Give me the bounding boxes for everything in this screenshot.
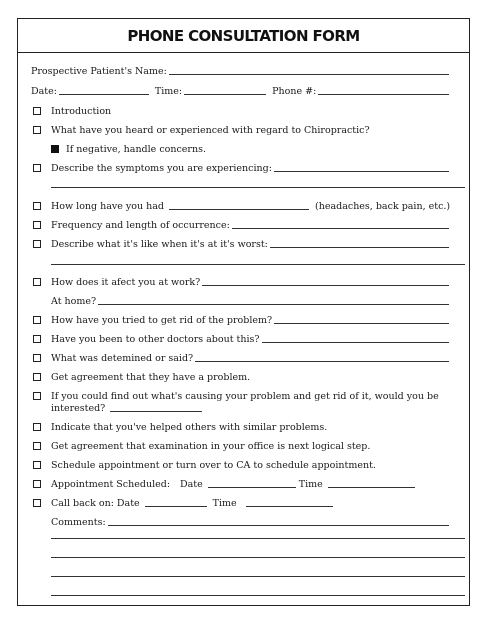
phone-field[interactable]: [318, 86, 449, 95]
comments-line-5[interactable]: [51, 595, 465, 596]
tried-row: [18, 312, 469, 326]
how-long-row: [18, 198, 469, 212]
exam-label: Get agreement that examination in your office is next logical step.: [51, 441, 371, 452]
title-band: [18, 19, 469, 53]
patient-name-label: Prospective Patient's Name:: [31, 66, 167, 77]
agreement-problem-row: [18, 369, 469, 383]
introduction-label: Introduction: [51, 106, 112, 117]
comments-line-4[interactable]: [51, 576, 465, 577]
phone-label: Phone #:: [272, 86, 317, 97]
determined-row: [18, 350, 469, 364]
how-long-field[interactable]: [169, 201, 309, 210]
interested-field[interactable]: [110, 403, 202, 412]
date-label: Date:: [31, 86, 57, 97]
tried-field[interactable]: [274, 315, 449, 324]
helped-row: [18, 419, 469, 433]
time-label: Time:: [154, 86, 183, 97]
symptoms-extra-line[interactable]: [51, 187, 465, 188]
worst-row: [18, 236, 469, 250]
work-row: [18, 274, 469, 288]
form-title: PHONE CONSULTATION FORM: [127, 26, 360, 45]
find-out-row-2: [18, 400, 469, 414]
schedule-label: Schedule appointment or turn over to CA to schedule appointment.: [51, 460, 376, 471]
agreement-problem-label: Get agreement that they have a problem.: [51, 372, 251, 383]
helped-label: Indicate that you've helped others with similar problems.: [51, 422, 328, 433]
comments-line-3[interactable]: [51, 557, 465, 558]
callback-date-label: Call back on: Date: [51, 498, 140, 509]
find-out-label-2: interested?: [51, 403, 106, 414]
appointment-date-field[interactable]: [208, 479, 296, 488]
exam-row: [18, 438, 469, 452]
determined-field[interactable]: [195, 353, 449, 362]
find-out-label-1: If you could find out what's causing your problem and get rid of it, would you be: [51, 391, 439, 402]
frequency-field[interactable]: [232, 220, 449, 229]
worst-label: Describe what it's like when it's at it's worst:: [51, 239, 268, 250]
patient-name-row: [18, 63, 469, 77]
callback-row: [18, 495, 469, 509]
appointment-row: [18, 476, 469, 490]
time-field[interactable]: [184, 86, 266, 95]
patient-name-field[interactable]: [169, 66, 449, 75]
doctors-row: [18, 331, 469, 345]
callback-time-field[interactable]: [246, 498, 333, 507]
symptoms-row: [18, 160, 469, 174]
introduction-row: [18, 103, 469, 117]
schedule-row: [18, 457, 469, 471]
heard-label: What have you heard or experienced with regard to Chiropractic?: [51, 125, 370, 136]
appointment-label: Appointment Scheduled:: [51, 479, 171, 490]
symptoms-field[interactable]: [274, 163, 449, 172]
how-long-label: How long have you had: [51, 201, 165, 212]
home-field[interactable]: [98, 296, 449, 305]
comments-row: [18, 514, 469, 528]
date-field[interactable]: [59, 86, 149, 95]
worst-extra-line[interactable]: [51, 264, 465, 265]
frequency-label: Frequency and length of occurrence:: [51, 220, 230, 231]
work-field[interactable]: [202, 277, 449, 286]
symptoms-label: Describe the symptoms you are experiencing:: [51, 163, 272, 174]
tried-label: How have you tried to get rid of the problem?: [51, 315, 273, 326]
how-long-examples: (headaches, back pain, etc.): [315, 201, 451, 212]
work-label: How does it afect you at work?: [51, 277, 201, 288]
date-time-phone-row: [18, 83, 469, 97]
negative-row: [18, 141, 469, 155]
callback-time-label: Time: [212, 498, 237, 509]
comments-line-2[interactable]: [51, 538, 465, 539]
worst-field[interactable]: [270, 239, 449, 248]
home-label: At home?: [51, 296, 97, 307]
comments-label: Comments:: [51, 517, 106, 528]
home-row: [18, 293, 469, 307]
heard-row: [18, 122, 469, 136]
appointment-time-field[interactable]: [328, 479, 415, 488]
comments-field[interactable]: [108, 517, 449, 526]
negative-label: If negative, handle concerns.: [66, 144, 206, 155]
doctors-field[interactable]: [262, 334, 450, 343]
callback-date-field[interactable]: [145, 498, 207, 507]
determined-label: What was detemined or said?: [51, 353, 194, 364]
frequency-row: [18, 217, 469, 231]
consultation-form: [17, 18, 470, 606]
appointment-time-label: Time: [298, 479, 323, 490]
appointment-date-label: Date: [180, 479, 203, 490]
doctors-label: Have you been to other doctors about this?: [51, 334, 260, 345]
